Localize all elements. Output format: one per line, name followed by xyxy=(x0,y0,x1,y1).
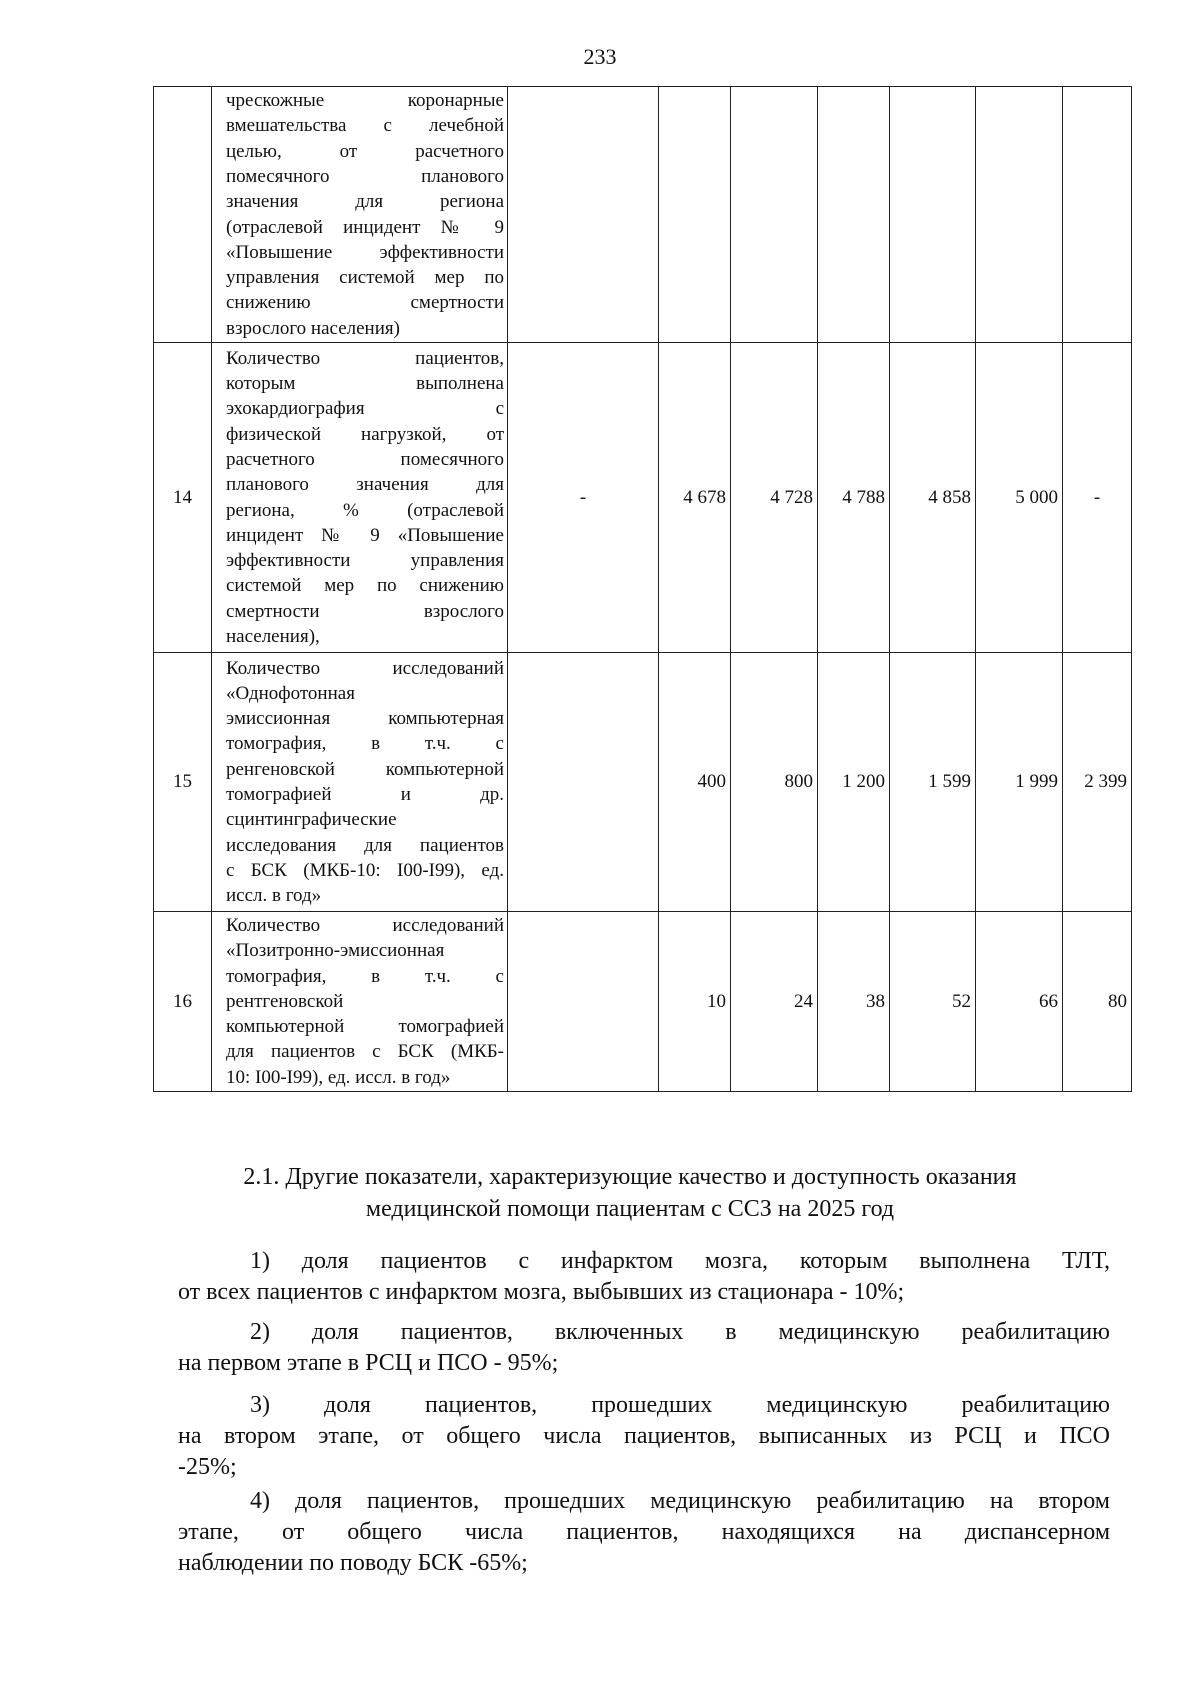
indicator-description xyxy=(212,653,508,912)
value-cell xyxy=(508,912,659,1092)
description-line: снижению смертности xyxy=(226,292,504,314)
value-cell xyxy=(659,87,731,343)
value-cell: 1 999 xyxy=(976,653,1063,912)
description-line: с БСК (МКБ-10: I00-I99), ед. xyxy=(226,859,504,881)
value-cell: 800 xyxy=(731,653,818,912)
description-line: вмешательства с лечебной xyxy=(226,115,504,137)
value-cell xyxy=(1063,87,1132,343)
table-row xyxy=(154,87,1132,343)
paragraph-line: наблюдении по поводу БСК -65%; xyxy=(178,1550,528,1576)
paragraph-line: 1) доля пациентов с инфарктом мозга, которым выполнена ТЛТ, xyxy=(250,1248,1110,1274)
value-cell: 52 xyxy=(890,912,976,1092)
value-cell xyxy=(890,87,976,343)
value-cell: 38 xyxy=(818,912,890,1092)
value-cell: 10 xyxy=(659,912,731,1092)
indicator-description xyxy=(212,343,508,653)
description-line: физической нагрузкой, от xyxy=(226,423,504,445)
description-line: целью, от расчетного xyxy=(226,140,504,162)
description-line: (отраслевой инцидент № 9 xyxy=(226,216,504,238)
value-cell: - xyxy=(508,343,659,653)
paragraph-line: этапе, от общего числа пациентов, находящихся на диспансерном xyxy=(178,1519,1110,1545)
paragraph-line: от всех пациентов с инфарктом мозга, выбывших из стационара - 10%; xyxy=(178,1279,905,1305)
paragraph-line: 4) доля пациентов, прошедших медицинскую реабилитацию на втором xyxy=(250,1488,1110,1514)
value-cell: 4 728 xyxy=(731,343,818,653)
description-line: эхокардиография с xyxy=(226,398,504,420)
row-number: 16 xyxy=(154,912,212,1092)
description-line: управления системой мер по xyxy=(226,267,504,289)
paragraph-line: на первом этапе в РСЦ и ПСО - 95%; xyxy=(178,1350,559,1376)
description-line: региона, % (отраслевой xyxy=(226,499,504,521)
indicator-description xyxy=(212,912,508,1092)
description-line: Количество исследований xyxy=(226,914,504,936)
table-row xyxy=(154,912,1132,1092)
value-cell: 4 788 xyxy=(818,343,890,653)
list-paragraph xyxy=(178,1390,1110,1483)
value-cell: 400 xyxy=(659,653,731,912)
description-line: расчетного помесячного xyxy=(226,448,504,470)
section-title xyxy=(150,1161,1110,1225)
description-line: томография, в т.ч. с xyxy=(226,965,504,987)
value-cell: 1 599 xyxy=(890,653,976,912)
indicator-description xyxy=(212,87,508,343)
table-row xyxy=(154,653,1132,912)
description-line: системой мер по снижению xyxy=(226,575,504,597)
value-cell xyxy=(731,87,818,343)
description-line: которым выполнена xyxy=(226,373,504,395)
description-line: Количество пациентов, xyxy=(226,347,504,369)
list-paragraph xyxy=(178,1246,1110,1308)
description-line: томография, в т.ч. с xyxy=(226,733,504,755)
row-number: 15 xyxy=(154,653,212,912)
value-cell xyxy=(508,87,659,343)
description-line: компьютерной томографией xyxy=(226,1016,504,1038)
description-line: взрослого населения) xyxy=(226,317,400,339)
section-title-line-1: 2.1. Другие показатели, характеризующие качество и доступность оказания xyxy=(243,1164,1017,1190)
value-cell xyxy=(508,653,659,912)
description-line: эффективности управления xyxy=(226,550,504,572)
description-line: «Позитронно-эмиссионная xyxy=(226,940,445,962)
page-number: 233 xyxy=(583,44,617,69)
value-cell: 4 858 xyxy=(890,343,976,653)
description-line: для пациентов с БСК (МКБ- xyxy=(226,1041,504,1063)
description-line: помесячного планового xyxy=(226,165,504,187)
description-line: «Однофотонная xyxy=(226,682,355,704)
paragraph-line: 3) доля пациентов, прошедших медицинскую реабилитацию xyxy=(250,1392,1110,1418)
table-row xyxy=(154,343,1132,653)
description-line: томографией и др. xyxy=(226,784,504,805)
value-cell: 80 xyxy=(1063,912,1132,1092)
paragraph-line: 2) доля пациентов, включенных в медицинскую реабилитацию xyxy=(250,1319,1110,1345)
description-line: ренгеновской компьютерной xyxy=(226,758,504,780)
paragraph-line: на втором этапе, от общего числа пациентов, выписанных из РСЦ и ПСО xyxy=(178,1423,1110,1449)
description-line: иссл. в год» xyxy=(226,885,322,907)
value-cell: 2 399 xyxy=(1063,653,1132,912)
value-cell xyxy=(818,87,890,343)
list-paragraph xyxy=(178,1486,1110,1579)
description-line: сцинтинграфические xyxy=(226,809,397,831)
value-cell: 24 xyxy=(731,912,818,1092)
description-line: Количество исследований xyxy=(226,657,504,679)
value-cell: - xyxy=(1063,343,1132,653)
description-line: инцидент № 9 «Повышение xyxy=(226,524,504,546)
description-line: планового значения для xyxy=(226,474,504,496)
indicators-table xyxy=(153,86,1132,1092)
row-number xyxy=(154,87,212,343)
value-cell: 5 000 xyxy=(976,343,1063,653)
description-line: «Повышение эффективности xyxy=(226,241,504,263)
paragraph-line: -25%; xyxy=(178,1454,237,1480)
description-line: рентгеновской xyxy=(226,990,344,1012)
value-cell: 66 xyxy=(976,912,1063,1092)
description-line: значения для региона xyxy=(226,191,504,213)
list-paragraph xyxy=(178,1317,1110,1379)
value-cell: 4 678 xyxy=(659,343,731,653)
description-line: эмиссионная компьютерная xyxy=(226,708,504,730)
value-cell: 1 200 xyxy=(818,653,890,912)
row-number: 14 xyxy=(154,343,212,653)
description-line: смертности взрослого xyxy=(226,600,504,622)
description-line: чрескожные коронарные xyxy=(226,90,504,112)
description-line: 10: I00-I99), ед. иссл. в год» xyxy=(226,1066,451,1088)
description-line: исследования для пациентов xyxy=(226,834,504,856)
value-cell xyxy=(976,87,1063,343)
description-line: населения), xyxy=(226,625,320,647)
section-title-line-2: медицинской помощи пациентам с ССЗ на 2025 год xyxy=(365,1196,895,1222)
